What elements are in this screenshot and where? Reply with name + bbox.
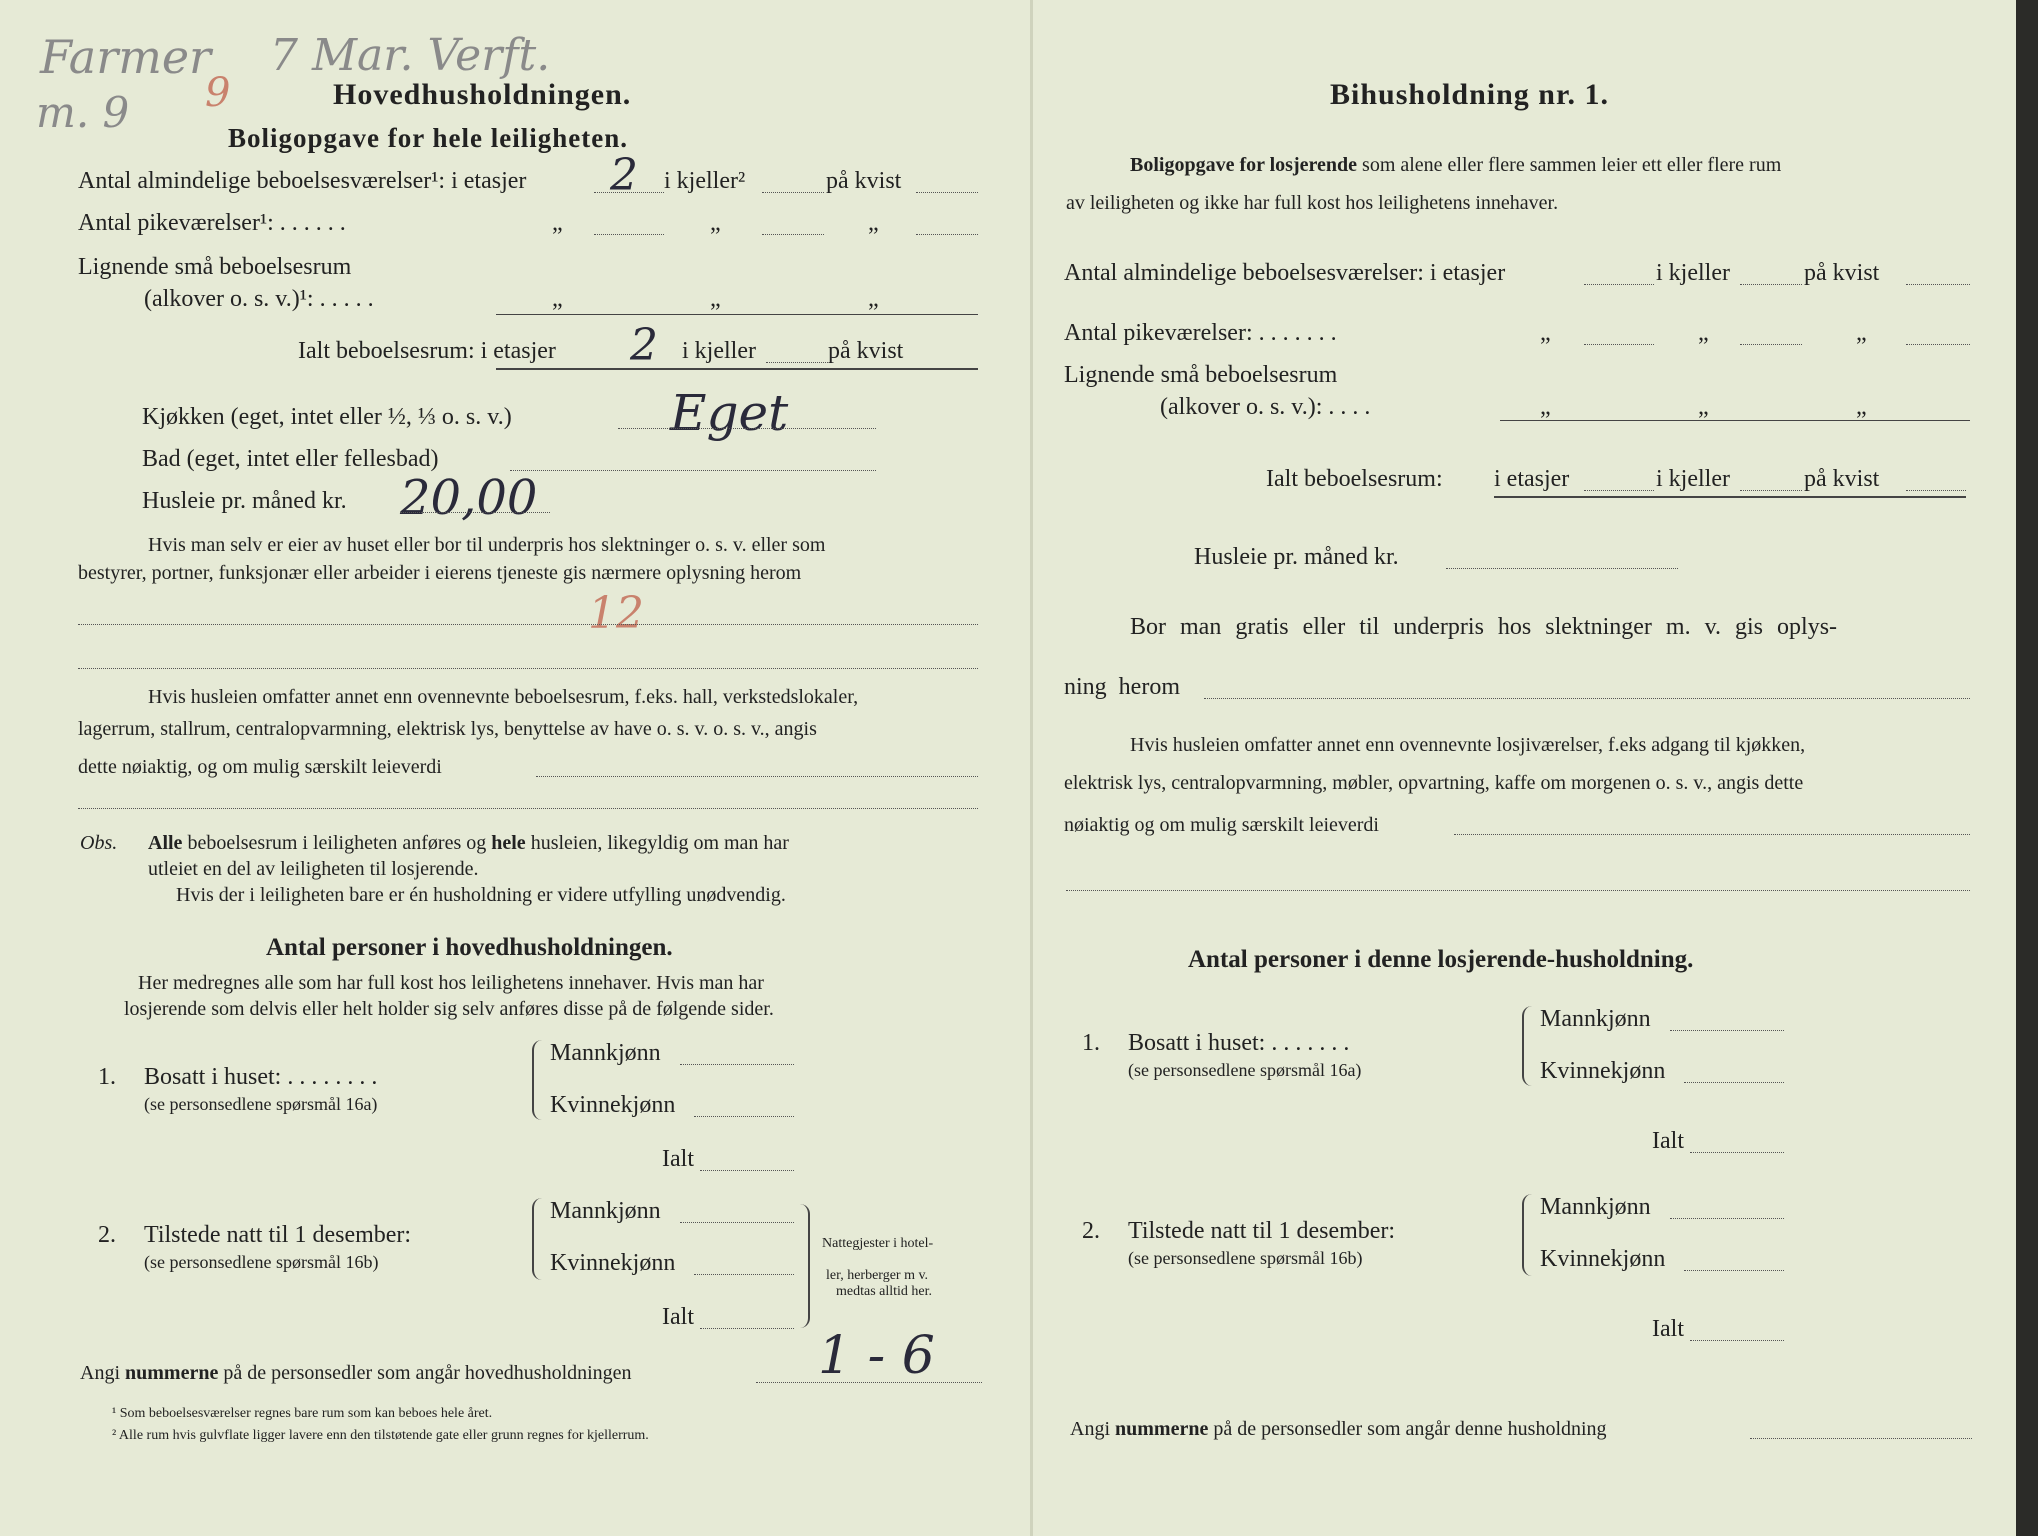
left-q1-mann-line [680, 1064, 794, 1065]
left-q2-ialt: Ialt [662, 1304, 694, 1330]
left-kjokken-label: Kjøkken (eget, intet eller ½, ⅓ o. s. v.) [142, 404, 512, 430]
handwritten-red-9: 9 [205, 70, 231, 116]
left-row3-quote-1: „ [552, 286, 563, 312]
right-row3b-label: (alkover o. s. v.): . . . . [1160, 394, 1371, 420]
left-q2-label: Tilstede natt til 1 desember: [144, 1222, 412, 1248]
right-intro-line-2: av leiligheten og ikke har full kost hos leilighetens innehaver. [1066, 192, 1559, 214]
left-q2-right-brace [796, 1204, 810, 1328]
right-row2-line-3 [1906, 344, 1970, 345]
right-gratis-2: ning herom [1064, 674, 1180, 700]
right-q1-mann: Mannkjønn [1540, 1006, 1651, 1032]
left-angi-bold: nummerne [125, 1362, 219, 1384]
left-husleie-note-2: lagerrum, stallrum, centralopvarmning, elektrisk lys, benyttelse av have o. s. v. o. s. v., angis [78, 718, 817, 740]
right-row1-kjeller: i kjeller [1656, 260, 1730, 286]
right-husleie-note-1: Hvis husleien omfatter annet enn ovennevnte losjiværelser, f.eks adgang til kjøkken, [1130, 734, 1806, 756]
right-ialt-kvist-line [1906, 490, 1966, 491]
right-row1-kjeller-line [1740, 284, 1802, 285]
right-ialt-kjeller-line [1740, 490, 1802, 491]
right-row3-quote-3: „ [1856, 394, 1867, 420]
left-eier-line-1 [78, 624, 978, 625]
left-row2-quote-2: „ [710, 210, 721, 236]
left-obs-line-2: utleiet en del av leiligheten til losjerende. [148, 858, 479, 880]
left-row2-line-1 [594, 234, 664, 235]
right-husleie-note-3: nøiaktig og om mulig særskilt leieverdi [1064, 814, 1379, 836]
left-eier-note-2: bestyrer, portner, funksjonær eller arbeider i eierens tjeneste gis nærmere oplysning herom [78, 562, 802, 584]
left-bad-line [510, 470, 876, 471]
right-ialt-kvist: på kvist [1804, 466, 1880, 492]
right-q2-mann: Mannkjønn [1540, 1194, 1651, 1220]
right-intro-text: som alene eller flere sammen leier ett eller flere rum [1357, 154, 1782, 176]
right-gratis-1: Bor man gratis eller til underpris hos slektninger m. v. gis oplys- [1130, 614, 1838, 640]
right-q1-mann-line [1670, 1030, 1784, 1031]
left-ialt-kjeller-line [766, 362, 828, 363]
left-eier-note-1: Hvis man selv er eier av huset eller bor til underpris hos slektninger o. s. v. eller som [148, 534, 826, 556]
right-row2-quote-2: „ [1698, 320, 1709, 346]
left-leieverdi-line-2 [78, 808, 978, 809]
left-obs-label: Obs. [80, 832, 118, 854]
right-intro-bold: Boligopgave for losjerende [1130, 154, 1358, 176]
left-husleie-line [400, 512, 550, 513]
left-q2-num: 2. [98, 1222, 116, 1248]
right-gratis-line [1204, 698, 1970, 699]
right-q1-ialt: Ialt [1652, 1128, 1684, 1154]
left-row1-kvist-line [916, 192, 978, 193]
left-title: Hovedhusholdningen. [333, 78, 632, 111]
left-row3-label: Lignende små beboelsesrum [78, 254, 352, 280]
left-footnote-1: ¹ Som beboelsesværelser regnes bare rum som kan beboes hele året. [112, 1406, 493, 1421]
left-bad-label: Bad (eget, intet eller fellesbad) [142, 446, 439, 472]
right-q2-kvinne-line [1684, 1270, 1784, 1271]
left-q2-brace [532, 1198, 546, 1280]
left-row3-line [496, 314, 978, 315]
left-q2-sub: (se personsedlene spørsmål 16b) [144, 1252, 379, 1272]
right-angi [1070, 1418, 1607, 1441]
left-obs-text-2: husleien, likegyldig om man har [525, 832, 789, 854]
right-q2-kvinne: Kvinnekjønn [1540, 1246, 1666, 1272]
right-ialt-kjeller: i kjeller [1656, 466, 1730, 492]
left-row1-label: Antal almindelige beboelsesværelser¹: i etasjer [78, 168, 527, 194]
right-q1-sub: (se personsedlene spørsmål 16a) [1128, 1060, 1362, 1080]
left-angi [80, 1362, 632, 1385]
left-husleie-label: Husleie pr. måned kr. [142, 488, 347, 514]
right-q2-num: 2. [1082, 1218, 1100, 1244]
left-leieverdi-line-1 [536, 776, 978, 777]
left-obs-text-1: beboelsesrum i leiligheten anføres og [182, 832, 492, 854]
right-q1-kvinne: Kvinnekjønn [1540, 1058, 1666, 1084]
left-subtitle: Boligopgave for hele leiligheten. [228, 123, 628, 153]
left-obs-line-1 [148, 832, 789, 855]
left-q2-mann: Mannkjønn [550, 1198, 661, 1224]
left-obs-bold-alle: Alle [148, 832, 183, 854]
left-husleie-note-3: dette nøiaktig, og om mulig særskilt leieverdi [78, 756, 442, 778]
right-row2-label: Antal pikeværelser: . . . . . . . [1064, 320, 1337, 346]
right-q2-mann-line [1670, 1218, 1784, 1219]
left-row2-quote-3: „ [868, 210, 879, 236]
left-q2-kvinne: Kvinnekjønn [550, 1250, 676, 1276]
right-ialt-etasjer: i etasjer [1494, 466, 1570, 492]
right-row3-label: Lignende små beboelsesrum [1064, 362, 1338, 388]
right-q2-ialt-line [1690, 1340, 1784, 1341]
left-obs-line-3: Hvis der i leiligheten bare er én husholdning er videre utfylling unødvendig. [176, 884, 786, 906]
left-ialt-kvist: på kvist [828, 338, 904, 364]
right-q2-ialt: Ialt [1652, 1316, 1684, 1342]
left-row3-quote-3: „ [868, 286, 879, 312]
left-row1-etasjer-value: 2 [610, 150, 638, 201]
right-row1-kvist-line [1906, 284, 1970, 285]
left-persons-note-2: losjerende som delvis eller helt holder sig selv anføres disse på de følgende sider. [124, 998, 774, 1020]
left-ialt-etasjer-value: 2 [630, 320, 658, 371]
left-q1-kvinne-line [694, 1116, 794, 1117]
right-intro-line-1 [1130, 154, 1781, 177]
right-ialt-etasjer-line [1584, 490, 1654, 491]
right-row3-quote-1: „ [1540, 394, 1551, 420]
right-row3-line [1500, 420, 1970, 421]
left-q1-label: Bosatt i huset: . . . . . . . . [144, 1064, 378, 1090]
left-q1-brace [532, 1040, 546, 1120]
right-q1-ialt-line [1690, 1152, 1784, 1153]
left-ialt-underline [496, 368, 978, 370]
left-row3b-label: (alkover o. s. v.)¹: . . . . . [144, 286, 374, 312]
right-angi-line [1750, 1438, 1972, 1439]
page-fold [1030, 0, 1033, 1536]
left-husleie-value: 20,00 [400, 470, 538, 526]
right-row2-line-2 [1740, 344, 1802, 345]
left-row2-quote-1: „ [552, 210, 563, 236]
right-persons-title: Antal personer i denne losjerende-husholdning. [1188, 946, 1694, 973]
right-title: Bihusholdning nr. 1. [1330, 78, 1610, 111]
left-q2-mann-line [680, 1222, 794, 1223]
handwritten-note-date: 7 Mar. Verft. [270, 30, 551, 81]
left-kjokken-line [618, 428, 876, 429]
left-husleie-note-1: Hvis husleien omfatter annet enn ovennevnte beboelsesrum, f.eks. hall, verkstedslokaler, [148, 686, 859, 708]
left-q1-kvinne: Kvinnekjønn [550, 1092, 676, 1118]
left-natt-note-2: ler, herberger m v. [826, 1268, 929, 1283]
left-q2-ialt-line [700, 1328, 794, 1329]
right-row2-quote-1: „ [1540, 320, 1551, 346]
right-angi-bold: nummerne [1115, 1418, 1209, 1440]
right-q1-label: Bosatt i huset: . . . . . . . [1128, 1030, 1350, 1056]
right-row1-label: Antal almindelige beboelsesværelser: i etasjer [1064, 260, 1506, 286]
left-q1-num: 1. [98, 1064, 116, 1090]
left-row1-kjeller-line [762, 192, 824, 193]
right-row1-etasjer-line [1584, 284, 1654, 285]
right-row2-quote-3: „ [1856, 320, 1867, 346]
handwritten-note-farmer: Farmer [40, 30, 212, 84]
left-persons-title: Antal personer i hovedhusholdningen. [266, 934, 673, 961]
left-eier-line-2 [78, 668, 978, 669]
left-natt-note-1: Nattegjester i hotel- [822, 1236, 934, 1251]
left-angi-text-1: Angi [80, 1362, 125, 1384]
right-husleie-label: Husleie pr. måned kr. [1194, 544, 1399, 570]
left-angi-text-2: på de personsedler som angår hovedhusholdningen [218, 1362, 632, 1384]
left-kjokken-value: Eget [670, 384, 789, 442]
right-q1-num: 1. [1082, 1030, 1100, 1056]
left-q1-ialt-line [700, 1170, 794, 1171]
right-row3-quote-2: „ [1698, 394, 1709, 420]
left-angi-value: 1 - 6 [818, 1326, 935, 1386]
left-q1-sub: (se personsedlene spørsmål 16a) [144, 1094, 378, 1114]
right-q2-label: Tilstede natt til 1 desember: [1128, 1218, 1396, 1244]
left-row1-kvist: på kvist [826, 168, 902, 194]
handwritten-note-m9: m. 9 [36, 88, 130, 137]
left-row2-line-3 [916, 234, 978, 235]
left-ialt-label: Ialt beboelsesrum: i etasjer [298, 338, 556, 364]
left-q1-mann: Mannkjønn [550, 1040, 661, 1066]
left-row1-kjeller: i kjeller² [664, 168, 746, 194]
left-persons-note-1: Her medregnes alle som har full kost hos leilighetens innehaver. Hvis man har [138, 972, 764, 994]
left-ialt-kjeller: i kjeller [682, 338, 756, 364]
right-q2-brace [1522, 1194, 1536, 1276]
right-ialt-underline [1494, 496, 1966, 498]
right-ialt-label: Ialt beboelsesrum: [1266, 466, 1443, 492]
right-q1-brace [1522, 1006, 1536, 1086]
left-obs-bold-hele: hele [491, 832, 526, 854]
left-row3-quote-2: „ [710, 286, 721, 312]
left-q2-kvinne-line [694, 1274, 794, 1275]
left-footnote-2: ² Alle rum hvis gulvflate ligger lavere enn den tilstøtende gate eller grunn regnes for kjellerrum. [112, 1428, 649, 1443]
right-husleie-line [1446, 568, 1678, 569]
left-q1-ialt: Ialt [662, 1146, 694, 1172]
right-angi-text-1: Angi [1070, 1418, 1115, 1440]
right-leieverdi-line-2 [1066, 890, 1970, 891]
handwritten-red-12: 12 [588, 588, 644, 639]
right-q1-kvinne-line [1684, 1082, 1784, 1083]
right-leieverdi-line-1 [1454, 834, 1970, 835]
scan-edge [2016, 0, 2030, 1536]
right-row2-line-1 [1584, 344, 1654, 345]
right-q2-sub: (se personsedlene spørsmål 16b) [1128, 1248, 1363, 1268]
right-angi-text-2: på de personsedler som angår denne husholdning [1208, 1418, 1607, 1440]
left-natt-note-3: medtas alltid her. [836, 1284, 933, 1299]
right-husleie-note-2: elektrisk lys, centralopvarmning, møbler, opvartning, kaffe om morgenen o. s. v., angis dette [1064, 772, 1804, 794]
right-row1-kvist: på kvist [1804, 260, 1880, 286]
left-row2-label: Antal pikeværelser¹: . . . . . . [78, 210, 346, 236]
left-row2-line-2 [762, 234, 824, 235]
